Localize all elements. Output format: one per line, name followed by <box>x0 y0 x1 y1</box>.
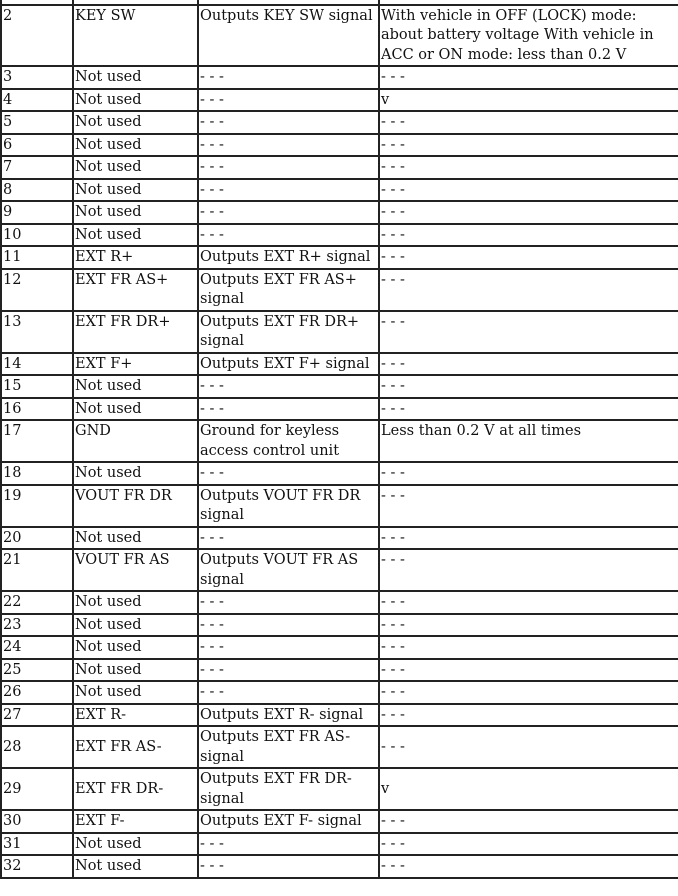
description-cell: Outputs EXT R- signal <box>198 704 379 727</box>
condition-cell: - - - <box>379 156 678 179</box>
name-cell: EXT FR AS- <box>73 726 198 768</box>
condition-cell: - - - <box>379 224 678 247</box>
description-cell: Outputs EXT FR AS+ signal <box>198 269 379 311</box>
table-row <box>1 420 678 462</box>
description-cell: - - - <box>198 111 379 134</box>
name-cell: EXT FR DR+ <box>73 311 198 353</box>
condition-cell: - - - <box>379 549 678 591</box>
condition-cell: - - - <box>379 134 678 157</box>
table-row <box>1 768 678 810</box>
pin-cell: 17 <box>1 420 73 462</box>
description-cell: - - - <box>198 156 379 179</box>
table-row <box>1 111 678 134</box>
condition-cell: - - - <box>379 353 678 376</box>
description-cell: Outputs EXT F+ signal <box>198 353 379 376</box>
table-row <box>1 636 678 659</box>
pin-cell: 27 <box>1 704 73 727</box>
description-cell: Outputs EXT FR AS- signal <box>198 726 379 768</box>
table-row <box>1 591 678 614</box>
condition-cell: - - - <box>379 311 678 353</box>
pin-cell: 30 <box>1 810 73 833</box>
condition-cell: - - - <box>379 485 678 527</box>
condition-cell: - - - <box>379 614 678 637</box>
pin-cell: 10 <box>1 224 73 247</box>
condition-cell: - - - <box>379 179 678 202</box>
table-row <box>1 659 678 682</box>
name-cell: Not used <box>73 156 198 179</box>
condition-cell: - - - <box>379 810 678 833</box>
table-row <box>1 704 678 727</box>
name-cell: KEY SW <box>73 5 198 67</box>
condition-cell: - - - <box>379 375 678 398</box>
pin-cell: 12 <box>1 269 73 311</box>
condition-cell: v <box>379 768 678 810</box>
condition-cell: - - - <box>379 659 678 682</box>
pin-cell: 9 <box>1 201 73 224</box>
description-cell: Outputs KEY SW signal <box>198 5 379 67</box>
pin-cell: 22 <box>1 591 73 614</box>
condition-cell: - - - <box>379 833 678 856</box>
terminal-table-body <box>1 0 678 878</box>
table-row <box>1 485 678 527</box>
table-row <box>1 246 678 269</box>
table-row <box>1 179 678 202</box>
name-cell: Not used <box>73 179 198 202</box>
table-row <box>1 134 678 157</box>
pin-cell: 29 <box>1 768 73 810</box>
name-cell: Not used <box>73 66 198 89</box>
name-cell: EXT FR AS+ <box>73 269 198 311</box>
pin-cell: 25 <box>1 659 73 682</box>
description-cell: Outputs VOUT FR DR signal <box>198 485 379 527</box>
description-cell: - - - <box>198 462 379 485</box>
pin-cell: 14 <box>1 353 73 376</box>
pin-cell: 18 <box>1 462 73 485</box>
pin-cell: 8 <box>1 179 73 202</box>
name-cell: VOUT FR AS <box>73 549 198 591</box>
table-row <box>1 353 678 376</box>
condition-cell: - - - <box>379 681 678 704</box>
name-cell: Not used <box>73 591 198 614</box>
description-cell: - - - <box>198 201 379 224</box>
description-cell: Outputs EXT F- signal <box>198 810 379 833</box>
table-row <box>1 527 678 550</box>
description-cell: - - - <box>198 659 379 682</box>
name-cell: Not used <box>73 527 198 550</box>
table-row <box>1 269 678 311</box>
table-row <box>1 833 678 856</box>
name-cell: Not used <box>73 659 198 682</box>
condition-cell: - - - <box>379 111 678 134</box>
name-cell: Not used <box>73 614 198 637</box>
pin-cell: 16 <box>1 398 73 421</box>
name-cell: Not used <box>73 681 198 704</box>
description-cell: - - - <box>198 89 379 112</box>
name-cell: Not used <box>73 201 198 224</box>
pin-cell: 19 <box>1 485 73 527</box>
pin-cell: 6 <box>1 134 73 157</box>
table-row <box>1 681 678 704</box>
name-cell: Not used <box>73 833 198 856</box>
table-row <box>1 810 678 833</box>
description-cell: - - - <box>198 375 379 398</box>
table-row <box>1 375 678 398</box>
name-cell: Not used <box>73 398 198 421</box>
condition-cell: v <box>379 89 678 112</box>
name-cell: EXT R+ <box>73 246 198 269</box>
table-row <box>1 156 678 179</box>
pin-cell: 23 <box>1 614 73 637</box>
pin-cell: 21 <box>1 549 73 591</box>
condition-cell: - - - <box>379 704 678 727</box>
name-cell: Not used <box>73 134 198 157</box>
condition-cell: With vehicle in OFF (LOCK) mode: about battery voltage With vehicle in ACC or ON mode: less than 0.2 V <box>379 5 678 67</box>
pin-cell: 5 <box>1 111 73 134</box>
table-row <box>1 311 678 353</box>
description-cell: - - - <box>198 179 379 202</box>
table-row <box>1 89 678 112</box>
condition-cell: - - - <box>379 527 678 550</box>
description-cell: Outputs EXT FR DR+ signal <box>198 311 379 353</box>
name-cell: EXT F+ <box>73 353 198 376</box>
name-cell: EXT R- <box>73 704 198 727</box>
table-row <box>1 549 678 591</box>
name-cell: GND <box>73 420 198 462</box>
condition-cell: - - - <box>379 462 678 485</box>
pin-cell: 28 <box>1 726 73 768</box>
description-cell: Ground for keyless access control unit <box>198 420 379 462</box>
pin-cell: 4 <box>1 89 73 112</box>
description-cell: Outputs VOUT FR AS signal <box>198 549 379 591</box>
name-cell: Not used <box>73 375 198 398</box>
table-row <box>1 224 678 247</box>
pin-cell: 24 <box>1 636 73 659</box>
description-cell: - - - <box>198 66 379 89</box>
pin-cell: 7 <box>1 156 73 179</box>
condition-cell: - - - <box>379 201 678 224</box>
description-cell: - - - <box>198 224 379 247</box>
description-cell: - - - <box>198 614 379 637</box>
pin-cell: 26 <box>1 681 73 704</box>
pin-cell: 15 <box>1 375 73 398</box>
pin-cell: 2 <box>1 5 73 67</box>
description-cell: - - - <box>198 398 379 421</box>
condition-cell: Less than 0.2 V at all times <box>379 420 678 462</box>
condition-cell: - - - <box>379 726 678 768</box>
table-row <box>1 614 678 637</box>
condition-cell: - - - <box>379 591 678 614</box>
pin-cell: 32 <box>1 855 73 878</box>
condition-cell: - - - <box>379 398 678 421</box>
name-cell: Not used <box>73 111 198 134</box>
description-cell: - - - <box>198 527 379 550</box>
name-cell: Not used <box>73 89 198 112</box>
description-cell: Outputs EXT R+ signal <box>198 246 379 269</box>
description-cell: - - - <box>198 636 379 659</box>
condition-cell: - - - <box>379 66 678 89</box>
name-cell: Not used <box>73 462 198 485</box>
pin-cell: 3 <box>1 66 73 89</box>
table-row <box>1 5 678 67</box>
table-row <box>1 398 678 421</box>
table-row <box>1 855 678 878</box>
name-cell: Not used <box>73 855 198 878</box>
condition-cell: - - - <box>379 636 678 659</box>
table-row <box>1 726 678 768</box>
condition-cell: - - - <box>379 246 678 269</box>
description-cell: - - - <box>198 833 379 856</box>
table-row <box>1 201 678 224</box>
table-row <box>1 462 678 485</box>
pin-cell: 20 <box>1 527 73 550</box>
name-cell: Not used <box>73 224 198 247</box>
description-cell: - - - <box>198 134 379 157</box>
condition-cell: - - - <box>379 855 678 878</box>
table-row <box>1 66 678 89</box>
pin-cell: 13 <box>1 311 73 353</box>
description-cell: - - - <box>198 681 379 704</box>
name-cell: VOUT FR DR <box>73 485 198 527</box>
description-cell: - - - <box>198 591 379 614</box>
name-cell: EXT FR DR- <box>73 768 198 810</box>
pin-cell: 31 <box>1 833 73 856</box>
description-cell: Outputs EXT FR DR- signal <box>198 768 379 810</box>
pin-cell: 11 <box>1 246 73 269</box>
name-cell: Not used <box>73 636 198 659</box>
condition-cell: - - - <box>379 269 678 311</box>
name-cell: EXT F- <box>73 810 198 833</box>
description-cell: - - - <box>198 855 379 878</box>
